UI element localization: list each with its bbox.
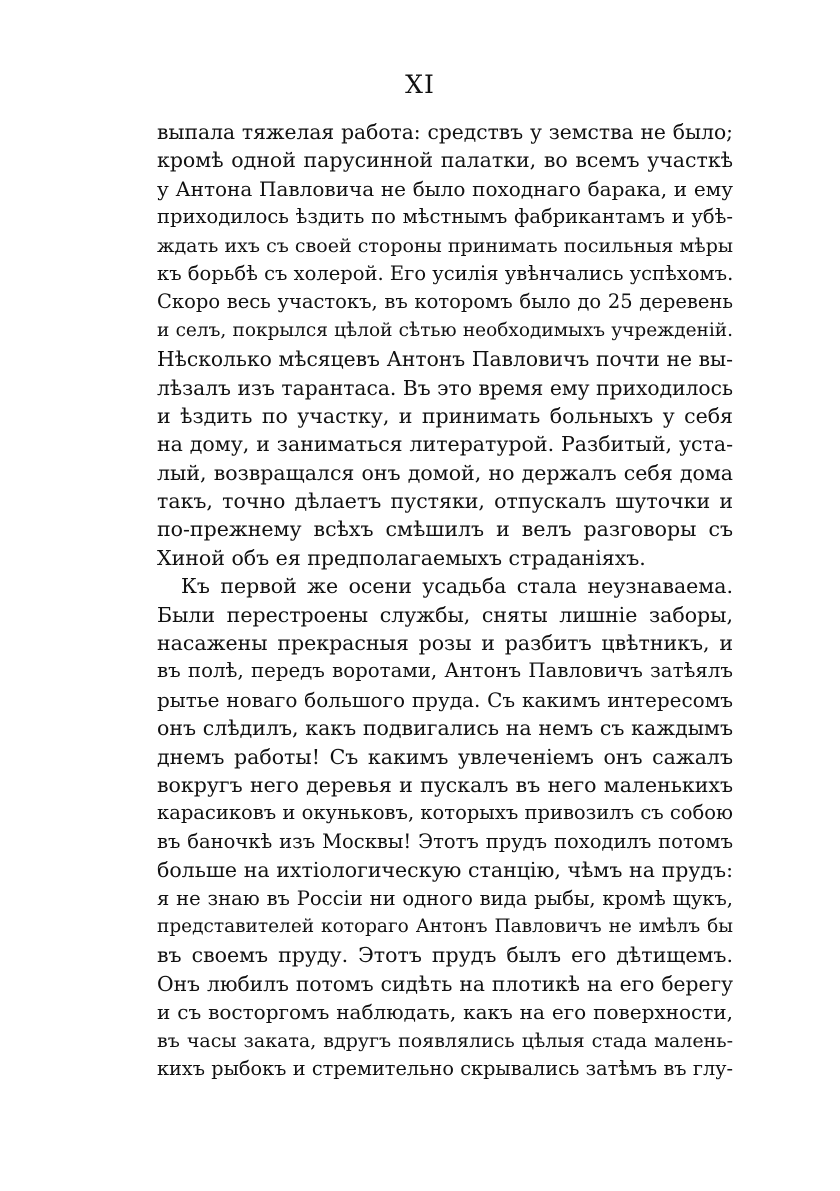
text-line: рытье новаго большого пруда. Съ какимъ интересомъ bbox=[157, 687, 733, 712]
text-line: въ полѣ, передъ воротами, Антонъ Павловичъ затѣялъ bbox=[157, 659, 733, 683]
text-line: лѣзалъ изъ тарантаса. Въ это время ему приходилось bbox=[157, 375, 733, 400]
paragraph-start-line: Къ первой же осени усадьба стала неузнаваема. bbox=[181, 574, 733, 599]
text-line: и ѣздить по участку, и принимать больныхъ у себя bbox=[157, 403, 733, 428]
text-line: Нѣсколько мѣсяцевъ Антонъ Павловичъ почти не вы- bbox=[157, 347, 733, 372]
text-line: Скоро весь участокъ, въ которомъ было до 25 деревень bbox=[157, 290, 733, 314]
text-line: въ баночкѣ изъ Москвы! Этотъ прудъ походилъ потомъ bbox=[157, 829, 733, 853]
text-line: больше на ихтіологическую станцію, чѣмъ на прудъ: bbox=[157, 858, 733, 883]
text-line: по-прежнему всѣхъ смѣшилъ и велъ разговоры съ bbox=[157, 517, 733, 542]
text-line: у Антона Павловича не было походнаго барака, и ему bbox=[157, 176, 733, 201]
text-line: Хиной объ ея предполагаемыхъ страданіяхъ. bbox=[157, 545, 646, 570]
text-line: Были перестроены службы, сняты лишніе заборы, bbox=[157, 602, 733, 627]
text-line: днемъ работы! Съ какимъ увлеченіемъ онъ сажалъ bbox=[157, 744, 733, 769]
text-line: въ своемъ пруду. Этотъ прудъ былъ его дѣтищемъ. bbox=[157, 943, 733, 968]
page-number: XI bbox=[405, 70, 435, 99]
text-line: я не знаю въ Россіи ни одного вида рыбы, кромѣ щукъ, bbox=[157, 886, 733, 910]
text-line: насажены прекрасныя розы и разбитъ цвѣтникъ, и bbox=[157, 631, 733, 656]
text-line: карасиковъ и окуньковъ, которыхъ привозилъ съ собою bbox=[157, 801, 733, 825]
text-line: вокругъ него деревья и пускалъ въ него маленькихъ bbox=[157, 772, 733, 797]
text-line: кромѣ одной парусинной палатки, во всемъ участкѣ bbox=[157, 148, 733, 173]
text-line: въ часы заката, вдругъ появлялись цѣлыя стада малень- bbox=[157, 1029, 733, 1052]
text-line: къ борьбѣ съ холерой. Его усилія увѣнчались успѣхомъ. bbox=[157, 261, 734, 285]
text-line: представителей котораго Антонъ Павловичъ не имѣлъ бы bbox=[157, 915, 733, 937]
text-line: на дому, и заниматься литературой. Разбитый, уста- bbox=[157, 432, 733, 457]
text-line: кихъ рыбокъ и стремительно скрывались затѣмъ въ глу- bbox=[157, 1056, 733, 1080]
text-line: Онъ любилъ потомъ сидѣть на плотикѣ на его берегу bbox=[157, 971, 733, 996]
text-line: онъ слѣдилъ, какъ подвигались на немъ съ каждымъ bbox=[157, 716, 733, 741]
text-line: и селъ, покрылся цѣлой сѣтью необходимыхъ учрежденій. bbox=[157, 319, 733, 341]
text-line: и съ восторгомъ наблюдать, какъ на его поверхности, bbox=[157, 1000, 733, 1025]
text-line: выпала тяжелая работа: средствъ у земства не было; bbox=[157, 120, 733, 144]
body-text bbox=[157, 118, 733, 1083]
text-line: такъ, точно дѣлаетъ пустяки, отпускалъ шуточки и bbox=[157, 489, 733, 514]
text-line: ждать ихъ съ своей стороны принимать посильныя мѣры bbox=[157, 234, 733, 257]
text-line: приходилось ѣздить по мѣстнымъ фабрикантамъ и убѣ- bbox=[157, 205, 733, 229]
text-line: лый, возвращался онъ домой, но держалъ себя дома bbox=[157, 460, 733, 485]
